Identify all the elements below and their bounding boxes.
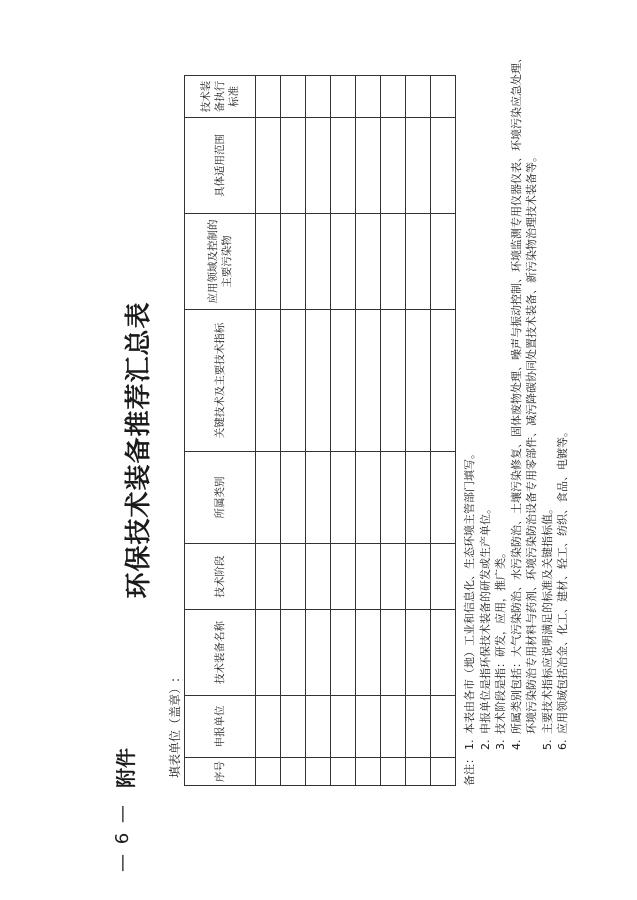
table-cell[interactable] xyxy=(406,452,431,544)
table-cell[interactable] xyxy=(281,214,306,310)
table-cell[interactable] xyxy=(331,310,356,452)
table-cell[interactable] xyxy=(331,214,356,310)
note-item: 6. 应用领域包括冶金、化工、建材、轻工、纺织、食品、电镀等。 xyxy=(556,426,569,750)
table-header-row xyxy=(185,76,256,786)
table-cell[interactable] xyxy=(431,696,456,758)
table-cell[interactable] xyxy=(381,610,406,696)
table-cell[interactable] xyxy=(281,310,306,452)
header-category: 所属类别 xyxy=(185,452,256,544)
table-cell[interactable] xyxy=(406,118,431,214)
table-row xyxy=(356,76,381,786)
table-cell[interactable] xyxy=(256,544,281,610)
table-cell[interactable] xyxy=(406,76,431,118)
page-number: — 6 — xyxy=(112,803,133,872)
table-cell[interactable] xyxy=(406,214,431,310)
table-cell[interactable] xyxy=(356,758,381,786)
table-cell[interactable] xyxy=(356,452,381,544)
table-cell[interactable] xyxy=(306,696,331,758)
table-cell[interactable] xyxy=(381,118,406,214)
table-row xyxy=(281,76,306,786)
table-cell[interactable] xyxy=(306,214,331,310)
note-item: 4. 所属类别包括：大气污染防治、水污染防治、土壤污染修复、固体废物处理、噪声与振动控制、环境监测专用仪器仪表、环境污染应急处理、环境污染防治专用材料与药剂、环境污染防治设备专用零部件、减污降碳协同处置技术装备、新污染物治理技术装备等。 xyxy=(509,52,538,750)
table-cell[interactable] xyxy=(306,544,331,610)
table-cell[interactable] xyxy=(281,76,306,118)
table-cell[interactable] xyxy=(381,758,406,786)
header-application-field: 应用领域及控制的主要污染物 xyxy=(185,214,256,310)
header-standard: 技术装备执行标准 xyxy=(185,76,256,118)
table-cell[interactable] xyxy=(431,214,456,310)
table-cell[interactable] xyxy=(381,76,406,118)
table-cell[interactable] xyxy=(356,214,381,310)
table-cell[interactable] xyxy=(331,544,356,610)
table-cell[interactable] xyxy=(381,214,406,310)
table-cell[interactable] xyxy=(406,610,431,696)
table-cell[interactable] xyxy=(306,118,331,214)
note-item: 5. 主要技术指标应说明满足的标准及关键指标值。 xyxy=(540,503,554,750)
attachment-label: 附件 xyxy=(114,748,138,788)
table-body xyxy=(256,76,456,786)
table-cell[interactable] xyxy=(331,452,356,544)
table-cell[interactable] xyxy=(256,310,281,452)
table-cell[interactable] xyxy=(281,544,306,610)
table-cell[interactable] xyxy=(306,452,331,544)
table-cell[interactable] xyxy=(356,544,381,610)
notes-list xyxy=(462,46,571,750)
table-cell[interactable] xyxy=(356,76,381,118)
table-cell[interactable] xyxy=(256,452,281,544)
table-cell[interactable] xyxy=(431,544,456,610)
summary-table xyxy=(184,75,456,786)
table-cell[interactable] xyxy=(281,118,306,214)
table-cell[interactable] xyxy=(281,452,306,544)
note-item: 1. 本表由各市（地）工业和信息化、生态环境主管部门填写。 xyxy=(463,448,476,750)
table-cell[interactable] xyxy=(281,696,306,758)
table-cell[interactable] xyxy=(256,214,281,310)
table-cell[interactable] xyxy=(281,758,306,786)
table-cell[interactable] xyxy=(306,610,331,696)
notes-label: 备注： xyxy=(463,753,476,786)
table-cell[interactable] xyxy=(431,118,456,214)
table-row xyxy=(306,76,331,786)
table-cell[interactable] xyxy=(256,118,281,214)
header-scope: 具体适用范围 xyxy=(185,118,256,214)
header-tech-stage: 技术阶段 xyxy=(185,544,256,610)
table-cell[interactable] xyxy=(256,76,281,118)
table-cell[interactable] xyxy=(431,452,456,544)
header-serial: 序号 xyxy=(185,758,256,786)
table-row xyxy=(406,76,431,786)
table-cell[interactable] xyxy=(381,310,406,452)
table-cell[interactable] xyxy=(256,758,281,786)
header-equipment-name: 技术装备名称 xyxy=(185,610,256,696)
table-row xyxy=(331,76,356,786)
table-row xyxy=(431,76,456,786)
table-cell[interactable] xyxy=(256,696,281,758)
table-cell[interactable] xyxy=(356,610,381,696)
table-cell[interactable] xyxy=(356,310,381,452)
table-cell[interactable] xyxy=(356,118,381,214)
table-cell[interactable] xyxy=(381,544,406,610)
note-item: 2. 申报单位是指环保技术装备的研发或生产单位。 xyxy=(478,503,492,750)
table-cell[interactable] xyxy=(256,610,281,696)
notes-section xyxy=(462,46,571,786)
table-cell[interactable] xyxy=(331,696,356,758)
table-cell[interactable] xyxy=(431,310,456,452)
table-cell[interactable] xyxy=(431,610,456,696)
page-title: 环保技术装备推荐汇总表 xyxy=(124,301,154,599)
table-row xyxy=(256,76,281,786)
table-cell[interactable] xyxy=(406,310,431,452)
table-cell[interactable] xyxy=(431,76,456,118)
table-cell[interactable] xyxy=(306,76,331,118)
table-row xyxy=(381,76,406,786)
note-item: 3. 技术阶段是指：研发，应用，推广类。 xyxy=(494,547,507,750)
table-cell[interactable] xyxy=(331,76,356,118)
table-cell[interactable] xyxy=(281,610,306,696)
table-cell[interactable] xyxy=(331,610,356,696)
table-cell[interactable] xyxy=(331,118,356,214)
table-cell[interactable] xyxy=(331,758,356,786)
table-cell[interactable] xyxy=(381,696,406,758)
table-cell[interactable] xyxy=(306,758,331,786)
table-cell[interactable] xyxy=(406,758,431,786)
table-cell[interactable] xyxy=(306,310,331,452)
header-applicant: 申报单位 xyxy=(185,696,256,758)
fill-unit-label: 填表单位（盖章）: xyxy=(168,677,182,778)
table-cell[interactable] xyxy=(406,544,431,610)
header-key-tech: 关键技术及主要技术指标 xyxy=(185,310,256,452)
table-cell[interactable] xyxy=(356,696,381,758)
table-cell[interactable] xyxy=(431,758,456,786)
table-cell[interactable] xyxy=(381,452,406,544)
table-cell[interactable] xyxy=(406,696,431,758)
